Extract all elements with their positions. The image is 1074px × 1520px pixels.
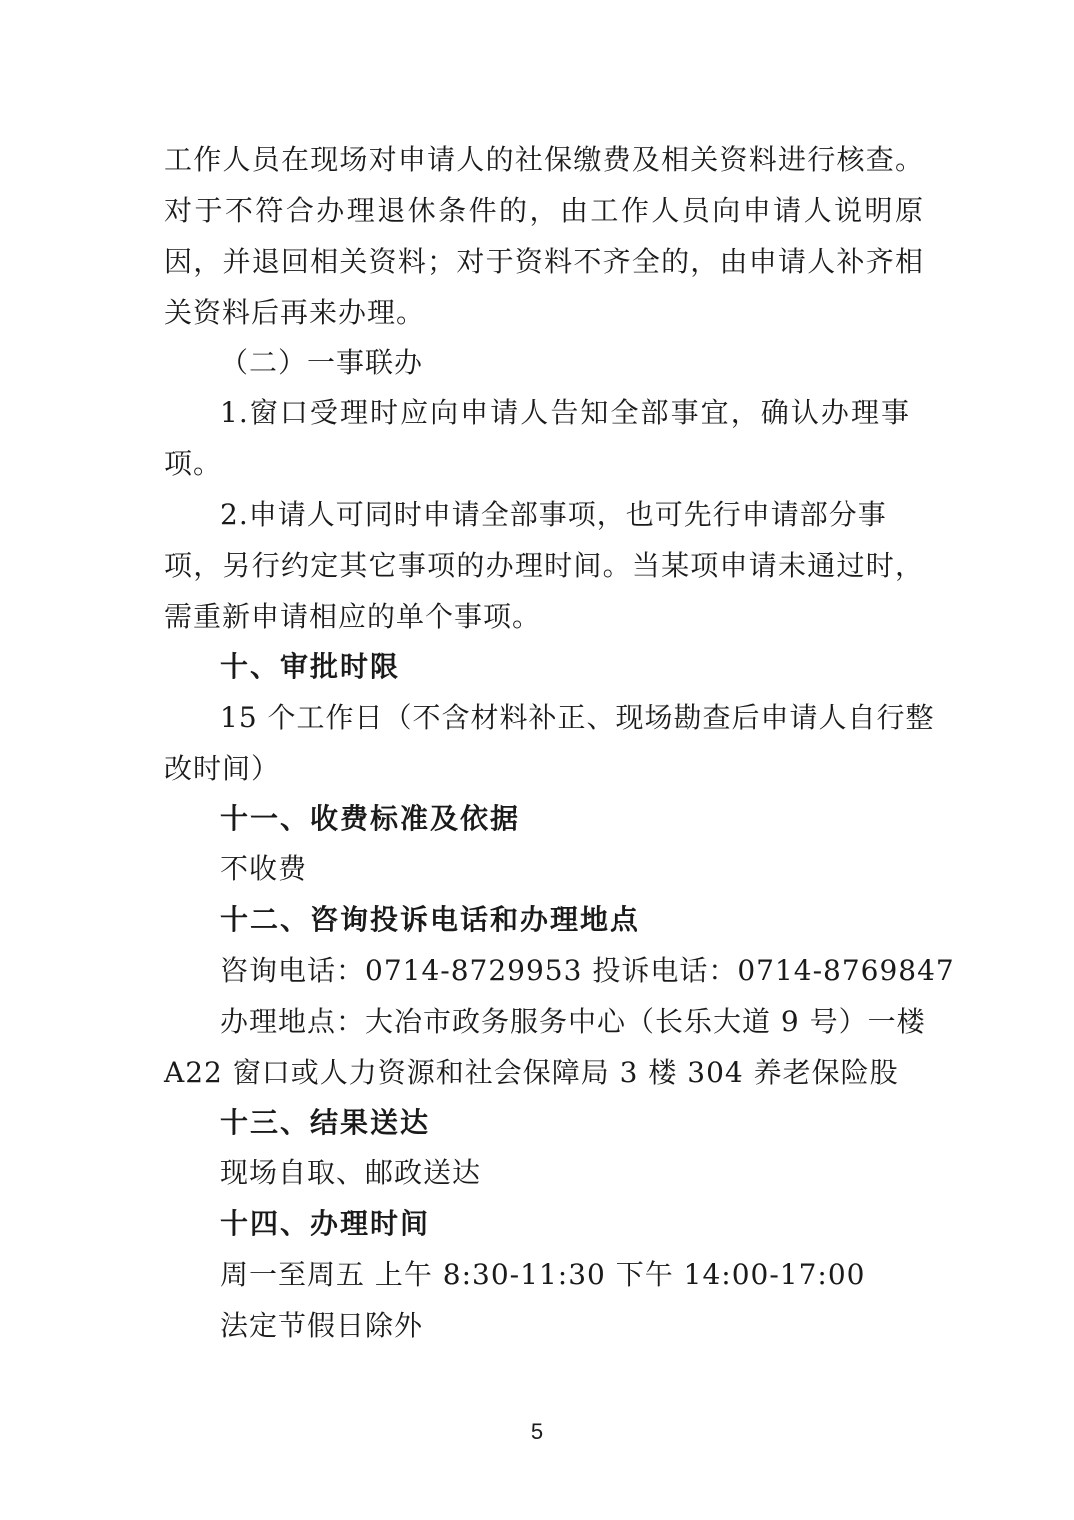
section-heading: 十、审批时限 [220, 650, 401, 683]
body-text-line: 法定节假日除外 [220, 1309, 424, 1342]
body-text-line: 关资料后再来办理。 [164, 296, 426, 329]
body-text-line: 现场自取、邮政送达 [220, 1156, 482, 1189]
body-text-line: 不收费 [220, 852, 308, 885]
address-line: 办理地点：大冶市政务服务中心（长乐大道 9 号）一楼 [220, 1005, 926, 1038]
page-number: 5 [530, 1419, 544, 1444]
section-heading: 十三、结果送达 [220, 1106, 431, 1139]
body-text-line: 工作人员在现场对申请人的社保缴费及相关资料进行核查。 [164, 143, 924, 176]
section-heading: 十四、办理时间 [220, 1207, 431, 1240]
address-line: A22 窗口或人力资源和社会保障局 3 楼 304 养老保险股 [164, 1056, 899, 1089]
body-text-line: 项。 [164, 447, 223, 480]
subsection-heading: （二）一事联办 [220, 346, 424, 379]
office-hours-line: 周一至周五 上午 8:30-11:30 下午 14:00-17:00 [220, 1258, 866, 1291]
section-heading: 十二、咨询投诉电话和办理地点 [220, 903, 641, 936]
contact-phone-line: 咨询电话：0714-8729953 投诉电话：0714-8769847 [220, 954, 955, 987]
body-text-line: 因，并退回相关资料；对于资料不齐全的，由申请人补齐相 [164, 245, 924, 278]
body-text-line: 需重新申请相应的单个事项。 [164, 600, 542, 633]
section-heading: 十一、收费标准及依据 [220, 802, 521, 835]
body-text-line: 1.窗口受理时应向申请人告知全部事宜，确认办理事 [220, 396, 910, 429]
body-text-line: 2.申请人可同时申请全部事项，也可先行申请部分事 [220, 498, 887, 531]
body-text-line: 对于不符合办理退休条件的，由工作人员向申请人说明原 [164, 194, 924, 227]
body-text-line: 项，另行约定其它事项的办理时间。当某项申请未通过时， [164, 549, 924, 582]
body-text-line: 15 个工作日（不含材料补正、现场勘查后申请人自行整 [220, 701, 935, 734]
body-text-line: 改时间） [164, 752, 281, 785]
